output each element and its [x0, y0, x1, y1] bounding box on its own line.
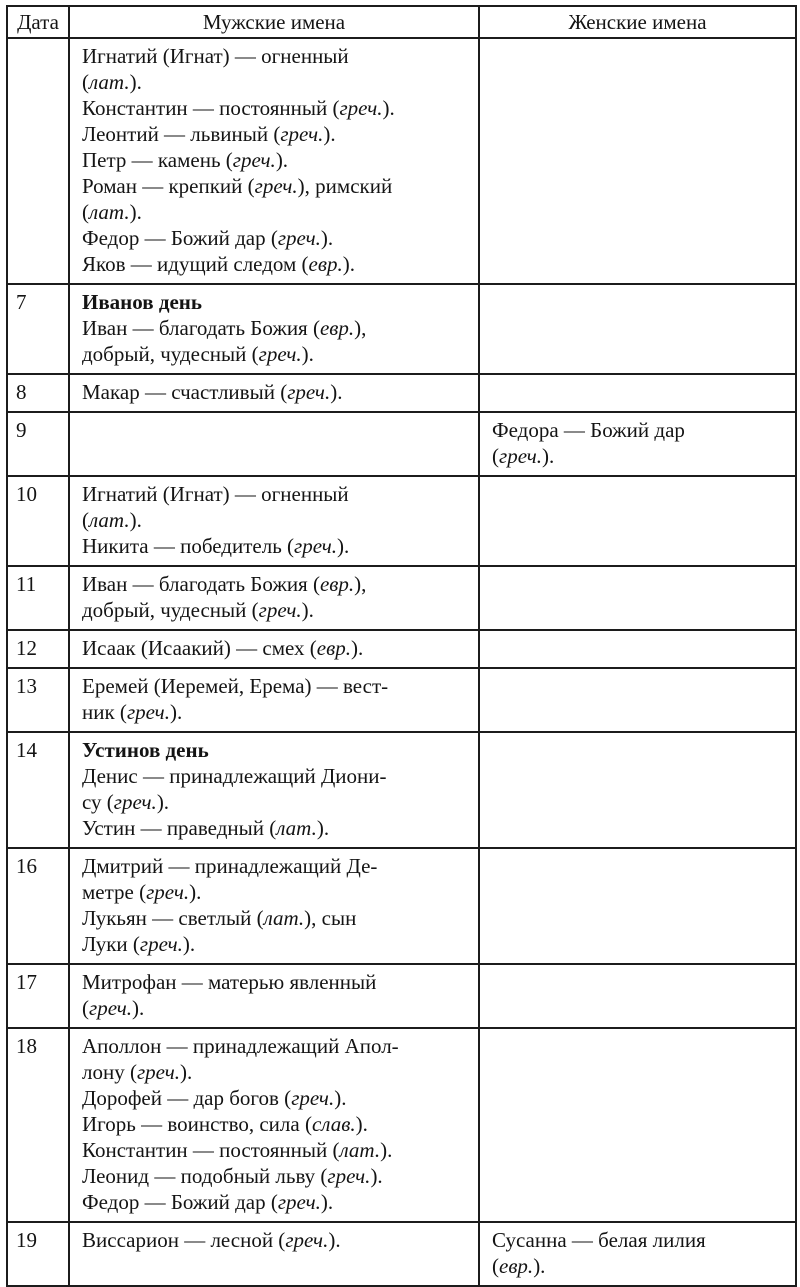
text-line: 18 [16, 1034, 37, 1058]
female-names-cell [479, 566, 796, 630]
text-line: 14 [16, 738, 37, 762]
text-line: Виссарион — лесной (греч.). [82, 1228, 341, 1252]
date-cell [7, 566, 69, 630]
male-names-cell [69, 1222, 479, 1286]
text-line: 13 [16, 674, 37, 698]
date-cell [7, 38, 69, 284]
text-line: Константин — постоянный (лат.). [82, 1138, 393, 1162]
date-cell [7, 964, 69, 1028]
female-names-cell [479, 630, 796, 668]
text-line: Устинов день [82, 738, 209, 762]
female-names-cell [479, 284, 796, 374]
text-line: добрый, чудесный (греч.). [82, 598, 314, 622]
text-line: 19 [16, 1228, 37, 1252]
date-cell [7, 848, 69, 964]
text-line: Лукьян — светлый (лат.), сын [82, 906, 357, 930]
table-row [7, 412, 796, 476]
text-line: Петр — камень (греч.). [82, 148, 289, 172]
text-line: Игнатий (Игнат) — огненный [82, 482, 349, 506]
female-names-cell [479, 1222, 796, 1286]
text-line: су (греч.). [82, 790, 170, 814]
text-line: 11 [16, 572, 37, 596]
text-line: 9 [16, 418, 27, 442]
male-names-cell [69, 964, 479, 1028]
text-line: 8 [16, 380, 27, 404]
text-line: Иван — благодать Божия (евр.), [82, 572, 367, 596]
text-line: Никита — победитель (греч.). [82, 534, 350, 558]
male-names-cell [69, 476, 479, 566]
text-line: (лат.). [82, 508, 142, 532]
male-names-cell [69, 848, 479, 964]
text-line: Федор — Божий дар (греч.). [82, 1190, 334, 1214]
female-names-cell [479, 964, 796, 1028]
male-names-cell [69, 412, 479, 476]
table-row [7, 630, 796, 668]
female-names-cell [479, 38, 796, 284]
text-line: (греч.). [82, 996, 145, 1020]
female-names-cell [479, 476, 796, 566]
table-row [7, 964, 796, 1028]
header-female-names: Женские имена [479, 6, 796, 38]
table-row [7, 284, 796, 374]
text-line: (греч.). [492, 444, 555, 468]
text-line: Сусанна — белая лилия [492, 1228, 706, 1252]
text-line: Иванов день [82, 290, 202, 314]
text-line: Иван — благодать Божия (евр.), [82, 316, 367, 340]
table-row [7, 1222, 796, 1286]
female-names-cell [479, 1028, 796, 1222]
male-names-cell [69, 566, 479, 630]
text-line: Дмитрий — принадлежащий Де- [82, 854, 378, 878]
name-days-table [6, 5, 797, 1287]
female-names-cell [479, 668, 796, 732]
table-row [7, 1028, 796, 1222]
table-header-row [7, 6, 796, 38]
text-line: Константин — постоянный (греч.). [82, 96, 395, 120]
male-names-cell [69, 374, 479, 412]
text-line: (лат.). [82, 70, 142, 94]
text-line: Аполлон — принадлежащий Апол- [82, 1034, 399, 1058]
text-line: лону (греч.). [82, 1060, 193, 1084]
male-names-cell [69, 668, 479, 732]
text-line: 7 [16, 290, 27, 314]
text-line: Устин — праведный (лат.). [82, 816, 330, 840]
text-line: Денис — принадлежащий Диони- [82, 764, 387, 788]
date-cell [7, 374, 69, 412]
text-line: Леонтий — львиный (греч.). [82, 122, 336, 146]
male-names-cell [69, 1028, 479, 1222]
table-row [7, 566, 796, 630]
text-line: 16 [16, 854, 37, 878]
male-names-cell [69, 630, 479, 668]
text-line: ник (греч.). [82, 700, 183, 724]
female-names-cell [479, 732, 796, 848]
header-male-names: Мужские имена [69, 6, 479, 38]
text-line: Митрофан — матерью явленный [82, 970, 377, 994]
text-line: Макар — счастливый (греч.). [82, 380, 343, 404]
text-line: Яков — идущий следом (евр.). [82, 252, 355, 276]
text-line: 10 [16, 482, 37, 506]
table-row [7, 668, 796, 732]
text-line: метре (греч.). [82, 880, 202, 904]
text-line: Дорофей — дар богов (греч.). [82, 1086, 347, 1110]
text-line: Леонид — подобный льву (греч.). [82, 1164, 383, 1188]
male-names-cell [69, 38, 479, 284]
table-row [7, 374, 796, 412]
text-line: Игнатий (Игнат) — огненный [82, 44, 349, 68]
date-cell [7, 668, 69, 732]
text-line: Еремей (Иеремей, Ерема) — вест- [82, 674, 389, 698]
text-line: (евр.). [492, 1254, 546, 1278]
text-line: Игорь — воинство, сила (слав.). [82, 1112, 368, 1136]
female-names-cell [479, 374, 796, 412]
text-line: Федора — Божий дар [492, 418, 685, 442]
male-names-cell [69, 284, 479, 374]
text-line: 12 [16, 636, 37, 660]
date-cell [7, 476, 69, 566]
text-line: добрый, чудесный (греч.). [82, 342, 314, 366]
table-row [7, 848, 796, 964]
table-body [7, 38, 796, 1286]
text-line: (лат.). [82, 200, 142, 224]
text-line: Исаак (Исаакий) — смех (евр.). [82, 636, 364, 660]
male-names-cell [69, 732, 479, 848]
date-cell [7, 732, 69, 848]
table-row [7, 732, 796, 848]
text-line: Луки (греч.). [82, 932, 196, 956]
female-names-cell [479, 412, 796, 476]
date-cell [7, 284, 69, 374]
text-line: 17 [16, 970, 37, 994]
date-cell [7, 412, 69, 476]
text-line: Роман — крепкий (греч.), римский [82, 174, 393, 198]
date-cell [7, 1222, 69, 1286]
header-date: Дата [7, 6, 69, 38]
text-line: Федор — Божий дар (греч.). [82, 226, 334, 250]
date-cell [7, 630, 69, 668]
female-names-cell [479, 848, 796, 964]
table-row [7, 476, 796, 566]
table-row [7, 38, 796, 284]
date-cell [7, 1028, 69, 1222]
